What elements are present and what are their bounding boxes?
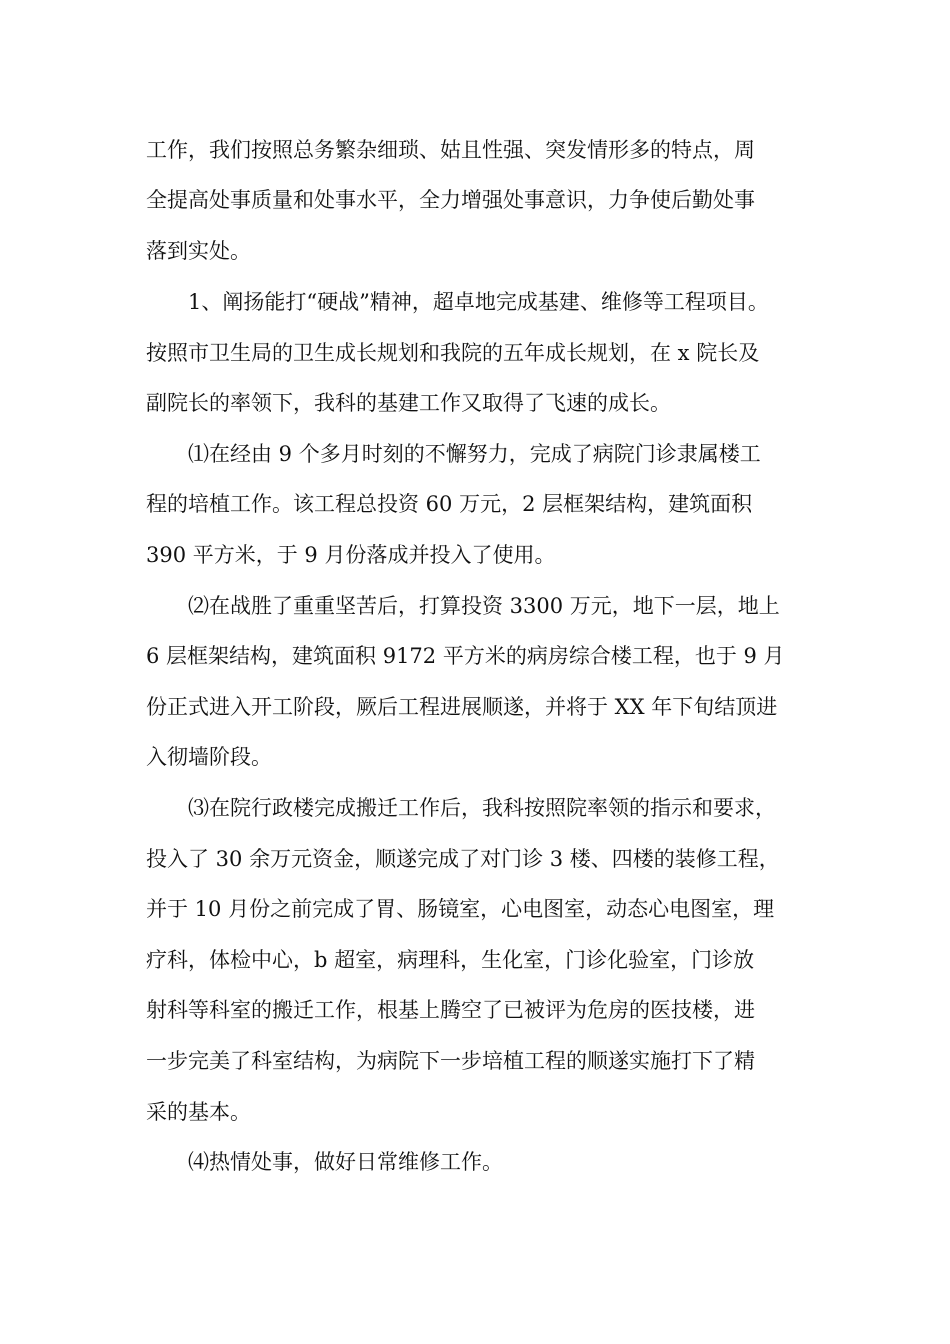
text-line: ⑵在战胜了重重坚苦后，打算投资 3300 万元，地下一层，地上 xyxy=(188,594,780,618)
text-line: 入彻墙阶段。 xyxy=(146,745,272,769)
text-line: 采的基本。 xyxy=(146,1100,251,1124)
text-line: 投入了 30 余万元资金，顺遂完成了对门诊 3 楼、四楼的装修工程， xyxy=(146,847,780,871)
text-line: 1、阐扬能打“硬战”精神，超卓地完成基建、维修等工程项目。 xyxy=(188,290,769,314)
text-line: 全提高处事质量和处事水平，全力增强处事意识，力争使后勤处事 xyxy=(146,188,755,212)
text-line: 程的培植工作。该工程总投资 60 万元，2 层框架结构，建筑面积 xyxy=(146,492,753,516)
text-line: ⑶在院行政楼完成搬迁工作后，我科按照院率领的指示和要求， xyxy=(188,796,776,820)
text-line: 工作，我们按照总务繁杂细琐、姑且性强、突发情形多的特点，周 xyxy=(146,138,755,162)
text-line: ⑷热情处事，做好日常维修工作。 xyxy=(188,1150,503,1174)
text-line: 按照市卫生局的卫生成长规划和我院的五年成长规划，在 x 院长及 xyxy=(146,341,760,365)
text-line: 副院长的率领下，我科的基建工作又取得了飞速的成长。 xyxy=(146,391,671,415)
text-line: 一步完美了科室结构，为病院下一步培植工程的顺遂实施打下了精 xyxy=(146,1049,755,1073)
text-line: 射科等科室的搬迁工作，根基上腾空了已被评为危房的医技楼，进 xyxy=(146,998,755,1022)
text-line: 6 层框架结构，建筑面积 9172 平方米的病房综合楼工程，也于 9 月 xyxy=(146,644,785,668)
text-line: 390 平方米，于 9 月份落成并投入了使用。 xyxy=(146,543,556,567)
text-line: ⑴在经由 9 个多月时刻的不懈努力，完成了病院门诊隶属楼工 xyxy=(188,442,761,466)
text-line: 份正式进入开工阶段，厥后工程进展顺遂，并将于 XX 年下旬结顶进 xyxy=(146,695,778,719)
text-line: 并于 10 月份之前完成了胃、肠镜室，心电图室，动态心电图室，理 xyxy=(146,897,775,921)
text-line: 疗科，体检中心，b 超室，病理科，生化室，门诊化验室，门诊放 xyxy=(146,948,755,972)
text-line: 落到实处。 xyxy=(146,239,251,263)
